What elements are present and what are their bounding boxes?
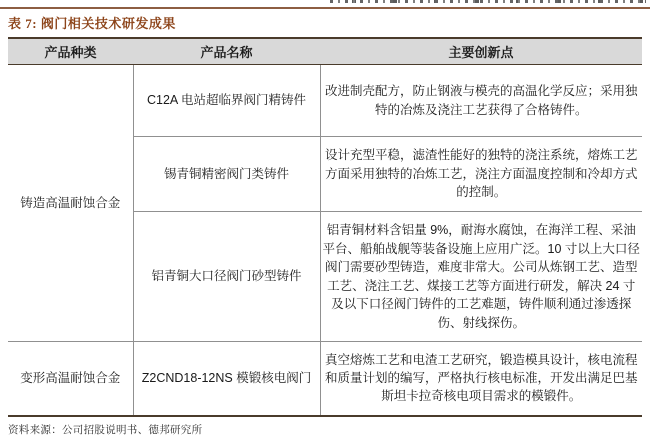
- product-name-cell: C12A 电站超临界阀门精铸件: [133, 65, 320, 137]
- innovation-cell: 真空熔炼工艺和电渣工艺研究，锻造模具设计，核电流程和质量计划的编写，严格执行核电标准，开发出满足巴基斯坦卡拉奇核电项目需求的模锻件。: [320, 342, 642, 416]
- category-cell-cast-high-temp-alloy: 铸造高温耐蚀合金: [8, 65, 133, 342]
- table-row: [8, 342, 642, 416]
- source-note: 资料来源：公司招股说明书、德邦研究所: [8, 425, 203, 436]
- col-header-main-innovation: 主要创新点: [320, 38, 642, 65]
- innovation-cell: 改进制壳配方，防止钢液与模壳的高温化学反应；采用独特的冶炼及浇注工艺获得了合格铸件。: [324, 84, 638, 117]
- clipped-page-header-fragments: [330, 0, 646, 3]
- product-name-cell: Z2CND18-12NS 模锻核电阀门: [133, 342, 320, 416]
- table-title: 表 7: 阀门相关技术研发成果: [8, 16, 176, 31]
- col-header-product-name: 产品名称: [133, 38, 320, 65]
- product-name-cell: 铝青铜大口径阀门砂型铸件: [133, 212, 320, 342]
- col-header-product-category: 产品种类: [8, 38, 133, 65]
- innovation-cell: 设计充型平稳，滤渣性能好的独特的浇注系统，熔炼工艺方面采用独特的冶炼工艺，浇注方面温度控制和冷却方式的控制。: [320, 137, 642, 212]
- innovation-cell: 铝青铜材料含铝量 9%，耐海水腐蚀，在海洋工程、采油平台、船舶战舰等装备设施上应用广泛。10 寸以上大口径阀门需要砂型铸造，难度非常大。公司从炼钢工艺、造型工艺、浇注工艺、煤接工艺等方面进行研发，解决 24 寸及以下口径阀门铸件的工艺难题，铸件顺利通过渗透探伤、射线探伤。: [320, 212, 642, 342]
- table-row: [8, 65, 642, 137]
- product-name-cell: 锡青铜精密阀门类铸件: [133, 137, 320, 212]
- table-header-row: [8, 38, 642, 65]
- rd-achievements-table: [8, 37, 642, 417]
- category-cell-wrought-high-temp-alloy: 变形高温耐蚀合金: [8, 342, 133, 416]
- page-header-rule: [0, 7, 650, 9]
